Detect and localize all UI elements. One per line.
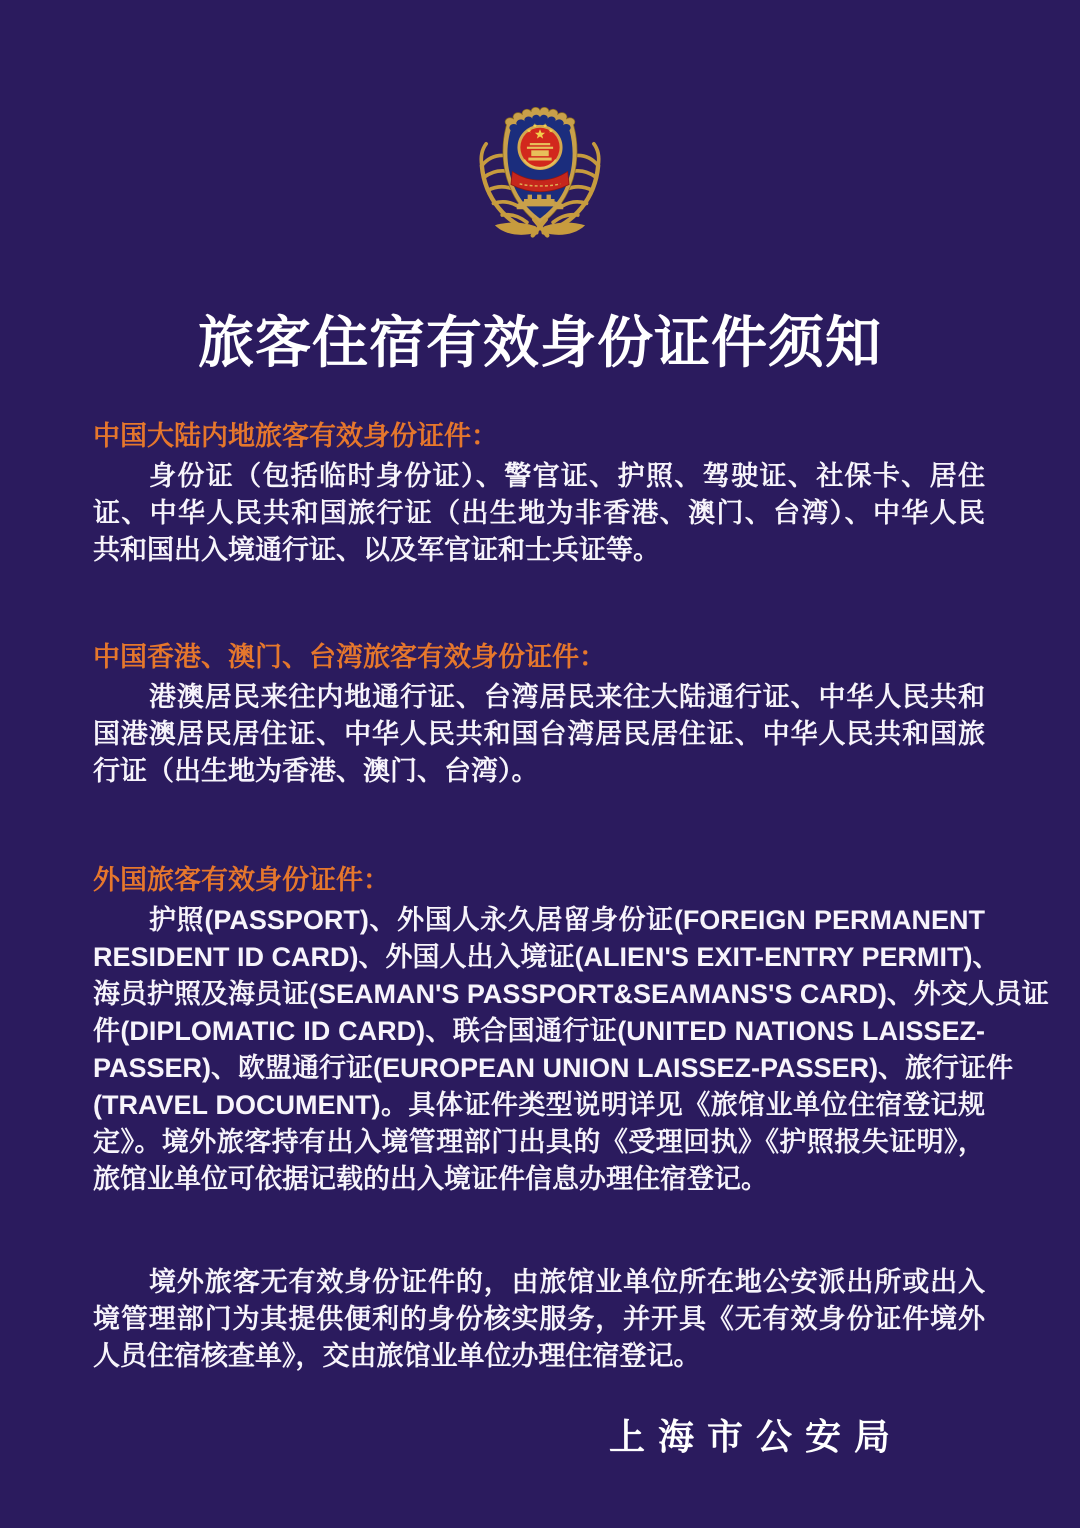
china-police-emblem-icon	[460, 100, 620, 245]
text-line: 件(DIPLOMATIC ID CARD)、联合国通行证(UNITED NATIONS LAISSEZ-	[93, 1015, 985, 1046]
text-line: 定》。境外旅客持有出入境管理部门出具的《受理回执》《护照报失证明》，	[93, 1126, 985, 1157]
text-line: 护照(PASSPORT)、外国人永久居留身份证(FOREIGN PERMANENT	[149, 904, 985, 935]
text-line: (TRAVEL DOCUMENT)。具体证件类型说明详见《旅馆业单位住宿登记规	[93, 1089, 985, 1120]
section-foreign	[93, 864, 1049, 1198]
section-mainland-header: 中国大陆内地旅客有效身份证件：	[93, 420, 498, 451]
section-hk-mo-tw	[93, 641, 985, 790]
text-line: 人员住宿核查单》，交由旅馆业单位办理住宿登记。	[93, 1340, 701, 1371]
closing-paragraph	[93, 1264, 985, 1375]
text-line: 境管理部门为其提供便利的身份核实服务，并开具《无有效身份证件境外	[93, 1303, 985, 1334]
text-line: PASSER)、欧盟通行证(EUROPEAN UNION LAISSEZ-PASSER)、旅行证件	[93, 1052, 1014, 1083]
text-line: 证、中华人民共和国旅行证（出生地为非香港、澳门、台湾）、中华人民	[93, 497, 985, 528]
issuer-signature: 上海市公安局	[608, 1415, 903, 1457]
text-line: 国港澳居民居住证、中华人民共和国台湾居民居住证、中华人民共和国旅	[93, 718, 985, 749]
section-foreign-header: 外国旅客有效身份证件：	[93, 864, 390, 895]
section-mainland-text	[93, 458, 985, 569]
section-hk-mo-tw-text	[93, 679, 985, 790]
section-foreign-text	[93, 902, 1049, 1198]
text-line: 行证（出生地为香港、澳门、台湾）。	[93, 755, 539, 786]
text-line: 共和国出入境通行证、以及军官证和士兵证等。	[93, 534, 660, 565]
notice-body	[93, 420, 1049, 1457]
section-hk-mo-tw-header: 中国香港、澳门、台湾旅客有效身份证件：	[93, 641, 606, 672]
text-line: 海员护照及海员证(SEAMAN'S PASSPORT&SEAMANS'S CARD)、外交人员证	[93, 978, 1049, 1009]
text-line: 境外旅客无有效身份证件的，由旅馆业单位所在地公安派出所或出入	[149, 1266, 985, 1297]
text-line: 身份证（包括临时身份证）、警官证、护照、驾驶证、社保卡、居住	[149, 460, 985, 491]
text-line: 港澳居民来往内地通行证、台湾居民来往大陆通行证、中华人民共和	[149, 681, 985, 712]
text-line: 旅馆业单位可依据记载的出入境证件信息办理住宿登记。	[93, 1163, 768, 1194]
section-mainland	[93, 420, 985, 569]
page-title: 旅客住宿有效身份证件须知	[198, 313, 882, 375]
text-line: RESIDENT ID CARD)、外国人出入境证(ALIEN'S EXIT-ENTRY PERMIT)、	[93, 941, 1000, 972]
